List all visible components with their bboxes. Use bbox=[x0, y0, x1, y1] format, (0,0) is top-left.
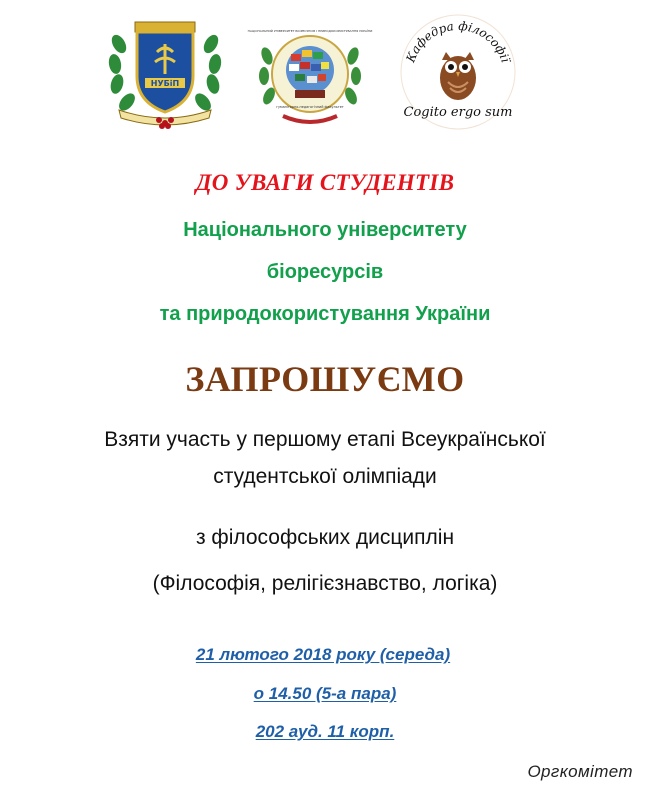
university-logo-text: НУБіП bbox=[150, 79, 180, 88]
event-date: 21 лютого 2018 року (середа) bbox=[195, 645, 451, 664]
department-logo bbox=[398, 12, 518, 132]
event-time: о 14.50 (5-а пара) bbox=[253, 684, 397, 703]
organizing-committee-signature: Оргкомітет bbox=[527, 762, 633, 781]
university-coat-of-arms-icon bbox=[105, 14, 225, 132]
owl-icon bbox=[440, 52, 476, 100]
body-line-4: (Філософія, релігієзнавство, логіка) bbox=[152, 572, 498, 595]
department-title: Кафедра філософії bbox=[403, 18, 513, 65]
invitation-heading: ЗАПРОШУЄМО bbox=[185, 359, 465, 399]
faculty-emblem-text-bottom: гуманітарно-педагогічний факультет bbox=[276, 105, 344, 109]
university-name-line-2: біоресурсів bbox=[266, 261, 384, 283]
body-line-1: Взяти участь у першому етапі Всеукраїнської bbox=[104, 428, 546, 451]
body-line-2: студентської олімпіади bbox=[213, 465, 437, 488]
attention-heading: ДО УВАГИ СТУДЕНТІВ bbox=[195, 170, 455, 195]
logo-row bbox=[0, 8, 650, 138]
university-name-line-1: Національного університету bbox=[183, 219, 467, 241]
university-name-line-3: та природокористування України bbox=[159, 303, 491, 325]
department-motto: Cogito ergo sum bbox=[403, 105, 513, 120]
faculty-emblem-text-top: НАЦІОНАЛЬНИЙ УНІВЕРСИТЕТ БІОРЕСУРСІВ І ПРИРОДОКОРИСТУВАННЯ УКРАЇНИ bbox=[247, 29, 373, 33]
event-room: 202 ауд. 11 корп. bbox=[255, 722, 395, 741]
faculty-globe-emblem-icon bbox=[247, 16, 373, 134]
body-line-3: з філософських дисциплін bbox=[195, 526, 455, 549]
